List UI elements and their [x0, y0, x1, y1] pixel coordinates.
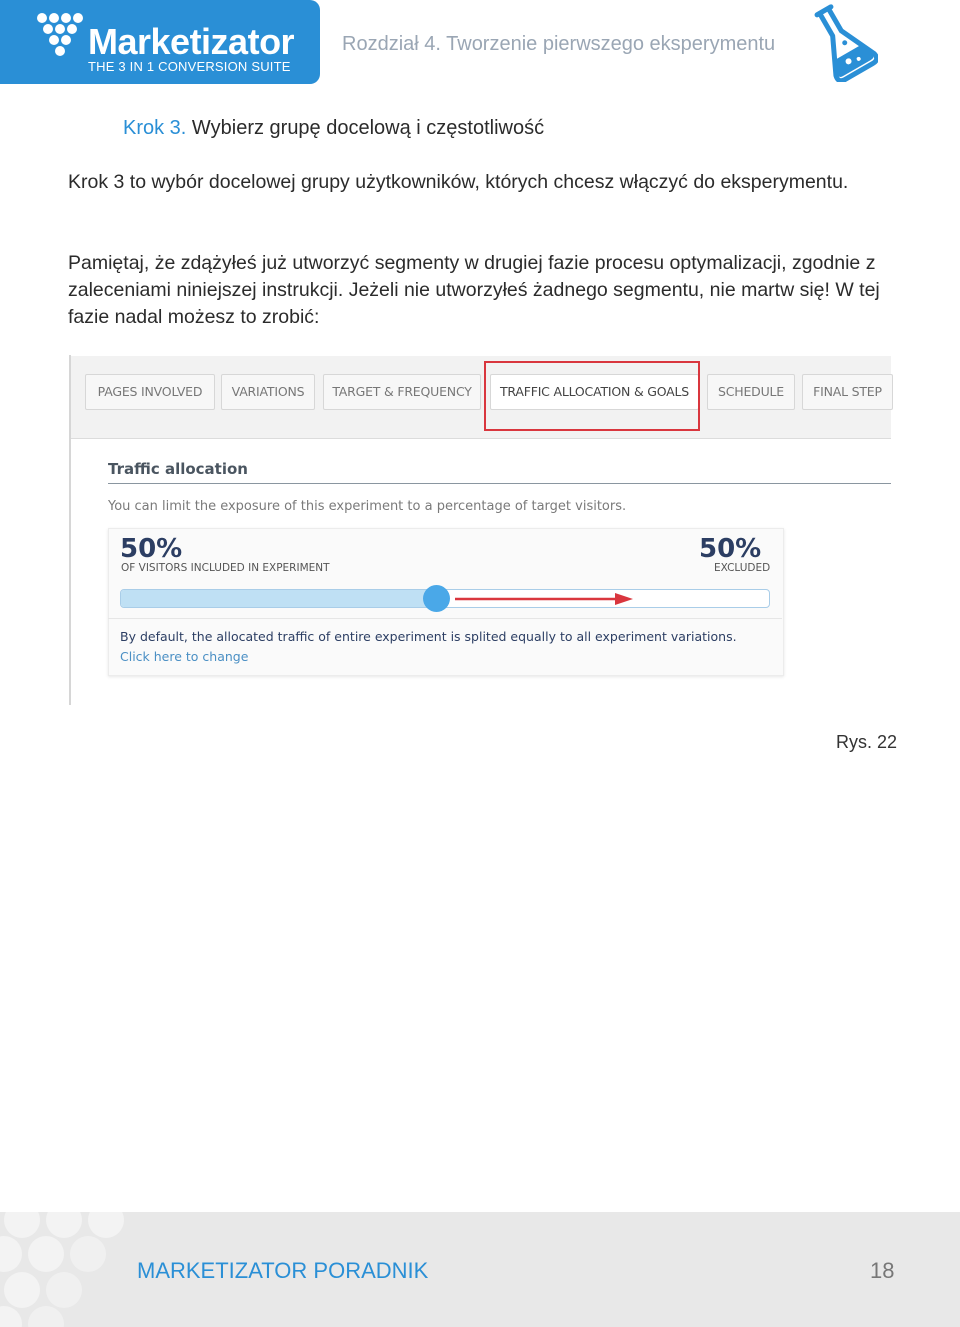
arrow-right-icon	[455, 590, 635, 608]
tab-variations[interactable]: VARIATIONS	[221, 374, 315, 410]
figure-caption: Rys. 22	[836, 732, 898, 752]
excluded-label: EXCLUDED	[714, 562, 771, 574]
excluded-percent: 50%	[699, 534, 762, 564]
change-allocation-link[interactable]: Click here to change	[120, 649, 249, 664]
traffic-slider-fill	[121, 590, 446, 607]
tab-schedule[interactable]: SCHEDULE	[707, 374, 795, 410]
page-number: 18	[870, 1258, 895, 1283]
tab-pages-involved[interactable]: PAGES INVOLVED	[85, 374, 215, 410]
tab-target-frequency[interactable]: TARGET & FREQUENCY	[323, 374, 481, 410]
allocation-note: By default, the allocated traffic of entire experiment is splited equally to all experiment variations.	[120, 629, 737, 644]
included-percent: 50%	[120, 534, 183, 564]
brand-tagline: THE 3 IN 1 CONVERSION SUITE	[88, 59, 291, 74]
footer-title: MARKETIZATOR PORADNIK	[137, 1258, 429, 1283]
section-description: You can limit the exposure of this experiment to a percentage of target visitors.	[108, 499, 627, 514]
paragraph-intro: Krok 3 to wybór docelowej grupy użytkowników, których chcesz włączyć do eksperymentu.	[68, 171, 849, 193]
footer-dots-decoration	[0, 1212, 140, 1327]
section-divider	[108, 483, 891, 484]
step-heading	[123, 116, 544, 140]
paragraph-segments: Pamiętaj, że zdążyłeś już utworzyć segmenty w drugiej fazie procesu optymalizacji, zgodnie z zaleceniami niniejszej instrukcji. Jeżeli nie utworzyłeś żadnego segmentu, nie martw się! W tej fazie nadal możesz to zrobić:	[68, 252, 880, 328]
tab-final-step[interactable]: FINAL STEP	[802, 374, 893, 410]
tab-traffic-allocation-goals[interactable]: TRAFFIC ALLOCATION & GOALS	[490, 374, 699, 410]
traffic-slider-handle[interactable]	[423, 585, 450, 612]
grape-logo-icon	[36, 12, 84, 56]
brand-name: Marketizator	[88, 21, 295, 62]
panel-divider	[108, 618, 782, 619]
section-title: Traffic allocation	[108, 460, 248, 478]
included-label: OF VISITORS INCLUDED IN EXPERIMENT	[121, 562, 330, 574]
chapter-title: Rozdział 4. Tworzenie pierwszego eksperymentu	[342, 33, 776, 55]
step-title: Wybierz grupę docelową i częstotliwość	[191, 117, 545, 139]
wizard-tab-bar	[71, 356, 891, 439]
active-tab-highlight	[484, 361, 700, 431]
step-label: Krok 3.	[123, 117, 187, 139]
flask-icon	[806, 2, 878, 82]
